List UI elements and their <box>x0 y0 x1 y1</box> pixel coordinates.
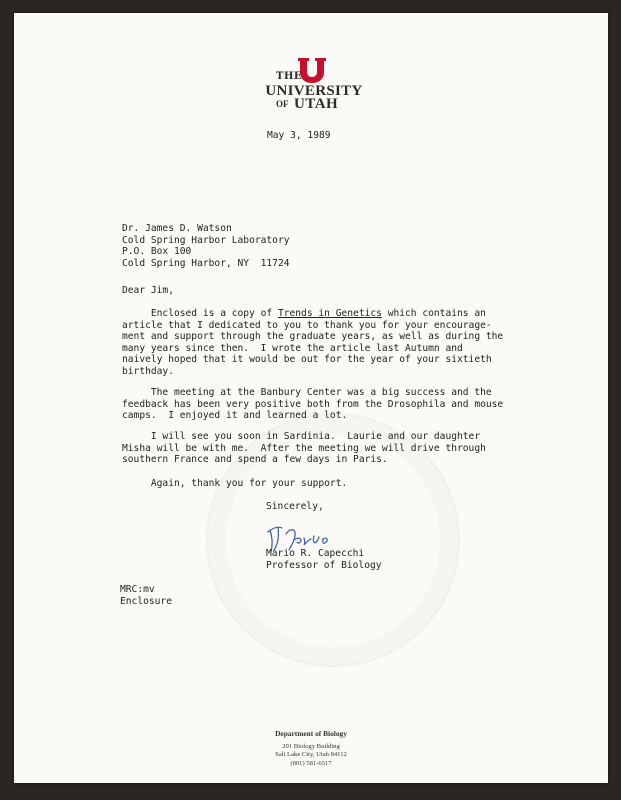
footer-city: Salt Lake City, Utah 84112 <box>275 751 347 759</box>
paragraph-line: camps. I enjoyed it and learned a lot. <box>122 410 348 422</box>
logo-university: UNIVERSITY <box>265 83 363 99</box>
enclosure-note: Enclosure <box>120 595 172 607</box>
typist-initials: MRC:mv <box>120 584 155 595</box>
paragraph-line: ment and support through the graduate years, as well as during the <box>122 331 504 343</box>
logo-of: OF <box>276 99 289 109</box>
paragraph-line: naively hoped that it would be out for the year of your sixtieth <box>122 354 492 366</box>
paragraph-line: southern France and spend a few days in Paris. <box>122 454 388 466</box>
text-run: Enclosed is a copy of <box>122 308 278 319</box>
signer-name: Mario R. Capecchi <box>266 548 365 559</box>
paragraph-line: The meeting at the Banbury Center was a big success and the <box>122 387 492 398</box>
paragraph-1 <box>122 308 503 378</box>
address-line: P.O. Box 100 <box>122 246 192 258</box>
paragraph-2 <box>122 387 503 422</box>
department-name: Department of Biology <box>275 729 347 738</box>
logo-utah: UTAH <box>294 96 339 112</box>
paragraph-line: article that I dedicated to you to thank you for your encourage- <box>122 319 492 331</box>
address-line: Cold Spring Harbor Laboratory <box>122 234 290 246</box>
paragraph-line: I will see you soon in Sardinia. Laurie and our daughter <box>122 431 481 442</box>
address-line: Cold Spring Harbor, NY 11724 <box>122 257 290 269</box>
paragraph-3 <box>122 431 486 466</box>
reference-block <box>120 584 172 607</box>
address-line: Dr. James D. Watson <box>122 223 232 234</box>
paragraph-4: Again, thank you for your support. <box>122 478 348 489</box>
paragraph-line: Misha will be with me. After the meeting we will drive through <box>122 442 486 454</box>
letter-date: May 3, 1989 <box>267 130 331 141</box>
footer-phone: (801) 581-6517 <box>290 759 332 767</box>
signature-block <box>266 548 382 571</box>
paragraph-line: feedback has been very positive both from the Drosophila and mouse <box>122 398 504 410</box>
salutation: Dear Jim, <box>122 285 174 296</box>
closing: Sincerely, <box>266 501 324 512</box>
letter-sheet <box>14 13 608 783</box>
paragraph-line: many years since then. I wrote the article last Autumn and <box>122 342 463 354</box>
recipient-address <box>122 223 290 269</box>
letterhead-footer <box>14 729 608 768</box>
text-run: which contains an <box>381 308 486 319</box>
logo-the: THE <box>276 71 303 82</box>
paragraph-line: birthday. <box>122 365 174 377</box>
journal-title: Trends in Genetics <box>277 308 382 319</box>
signer-title: Professor of Biology <box>266 559 382 571</box>
footer-building: 201 Biology Building <box>282 743 340 750</box>
university-logo <box>264 57 364 129</box>
paragraph-line <box>122 308 503 320</box>
